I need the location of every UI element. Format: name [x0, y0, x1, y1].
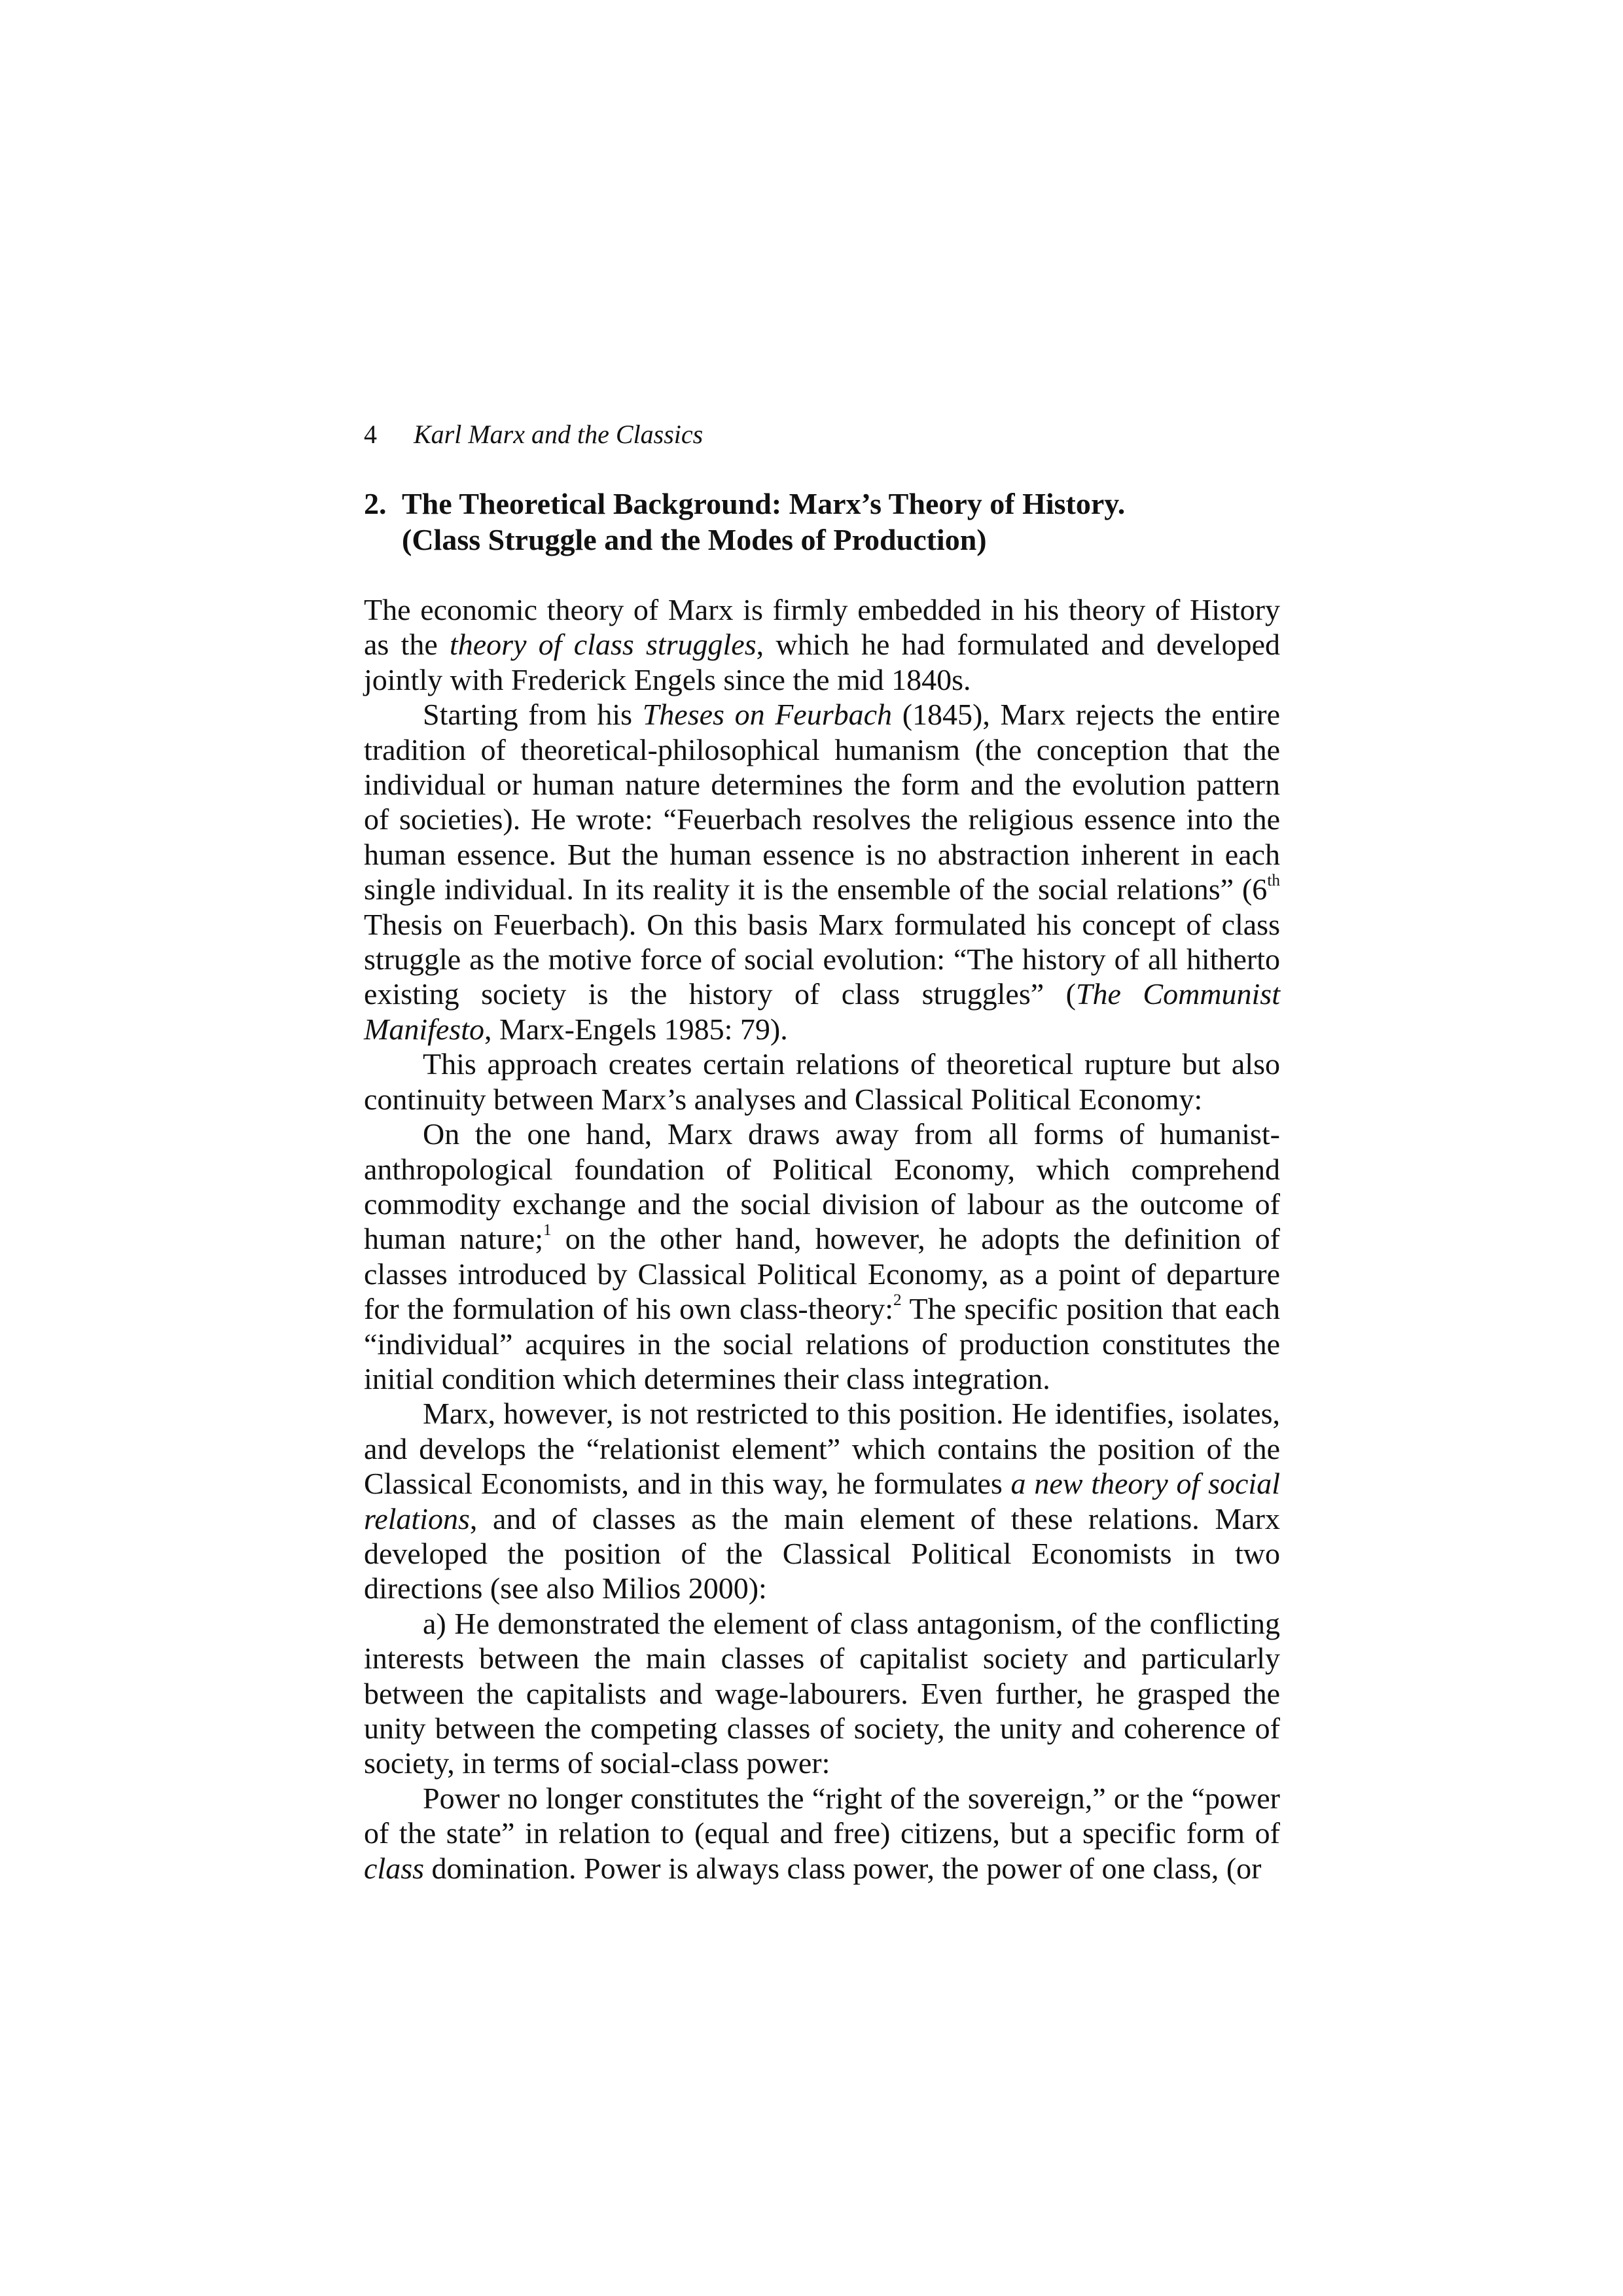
footnote-ref-1[interactable]: 1: [543, 1220, 552, 1239]
paragraph-4-text-a: On the one hand, Marx draws away from all forms of humanist-anthropological foundation of Political Economy, which comprehend commodity exchange and the social division of labour as the outcome of human nature;: [364, 1117, 1280, 1256]
paragraph-6: a) He demonstrated the element of class antagonism, of the conflicting interests between the main classes of capitalist society and particularly between the capitalists and wage-labourers. Even further, he grasped the unity between the competing classes of society, the unity and coherence of society, in terms of social-class power:: [364, 1606, 1280, 1780]
paragraph-2-text-a: Starting from his: [423, 698, 643, 732]
paragraph-2-italic-manifesto: The Communist Manifesto: [364, 977, 1280, 1046]
running-title: Karl Marx and the Classics: [414, 420, 704, 449]
paragraph-1-italic: theory of class struggles: [449, 628, 757, 662]
paragraph-2: [364, 697, 1280, 1047]
paragraph-4-text-b: on the other hand, however, he adopts the definition of classes introduced by Classical Political Economy, as a point of departure for the formulation of his own class-theory:: [364, 1222, 1280, 1326]
footnote-ref-2[interactable]: 2: [893, 1290, 902, 1309]
paragraph-2-text-c: (1845), Marx rejects the entire tradition of theoretical-philosophical humanism (the conception that the individual or human nature determines the form and the evolution pattern of societies). He wrote: “Feuerbach resolves the religious essence into the human essence. But the human essence is no abstraction inherent in each single individual. In its reality it is the ensemble of the social relations” (6: [364, 698, 1281, 906]
paragraph-1: [364, 592, 1280, 697]
paragraph-2-text-d: Thesis on Feuerbach). On this basis Marx formulated his concept of class struggle as the motive force of social evolution: “The history of all hitherto existing society is the history of class struggles” (: [364, 907, 1280, 1011]
paragraph-5-italic: a new theory of social relations: [364, 1467, 1280, 1535]
paragraph-2-text-f: , Marx-Engels 1985: 79).: [484, 1012, 788, 1046]
section-heading: [364, 486, 1280, 558]
paragraph-7-text-c: domination. Power is always class power, the power of one class, (or: [424, 1851, 1262, 1885]
section-number: 2.: [364, 487, 387, 520]
paragraph-4: [364, 1117, 1280, 1396]
section-title-line-1: The Theoretical Background: Marx’s Theory of History.: [402, 487, 1126, 520]
page-number: 4: [364, 420, 377, 449]
paragraph-5-text-c: , and of classes as the main element of these relations. Marx developed the position of the Classical Political Economists in two directions (see also Milios 2000):: [364, 1501, 1280, 1605]
paragraph-5: [364, 1396, 1280, 1605]
paragraph-4-text-c: The specific position that each “individual” acquires in the social relations of production constitutes the initial condition which determines their class integration.: [364, 1292, 1281, 1395]
ordinal-superscript: th: [1267, 870, 1280, 889]
section-heading-line-1: [364, 486, 1280, 522]
paragraph-1-text-a: The economic theory of Marx is firmly embedded in his theory of History as the: [364, 593, 1280, 662]
paragraph-3: This approach creates certain relations of theoretical rupture but also continuity between Marx’s analyses and Classical Political Economy:: [364, 1047, 1280, 1116]
paragraph-7-text-a: Power no longer constitutes the “right of the sovereign,” or the “power of the state” in relation to (equal and free) citizens, but a specific form of: [364, 1781, 1280, 1850]
running-header: [364, 419, 1280, 450]
paragraph-7-italic: class: [364, 1851, 424, 1885]
body-text: [364, 592, 1280, 1886]
paragraph-7: [364, 1781, 1280, 1886]
paragraph-1-text-c: , which he had formulated and developed jointly with Frederick Engels since the mid 1840s.: [364, 628, 1280, 696]
paragraph-5-text-a: Marx, however, is not restricted to this position. He identifies, isolates, and develops the “relationist element” which contains the position of the Classical Economists, and in this way, he formulates: [364, 1397, 1280, 1501]
paragraph-2-italic-theses: Theses on Feurbach: [642, 698, 893, 732]
section-title-line-2: (Class Struggle and the Modes of Production): [402, 523, 987, 556]
